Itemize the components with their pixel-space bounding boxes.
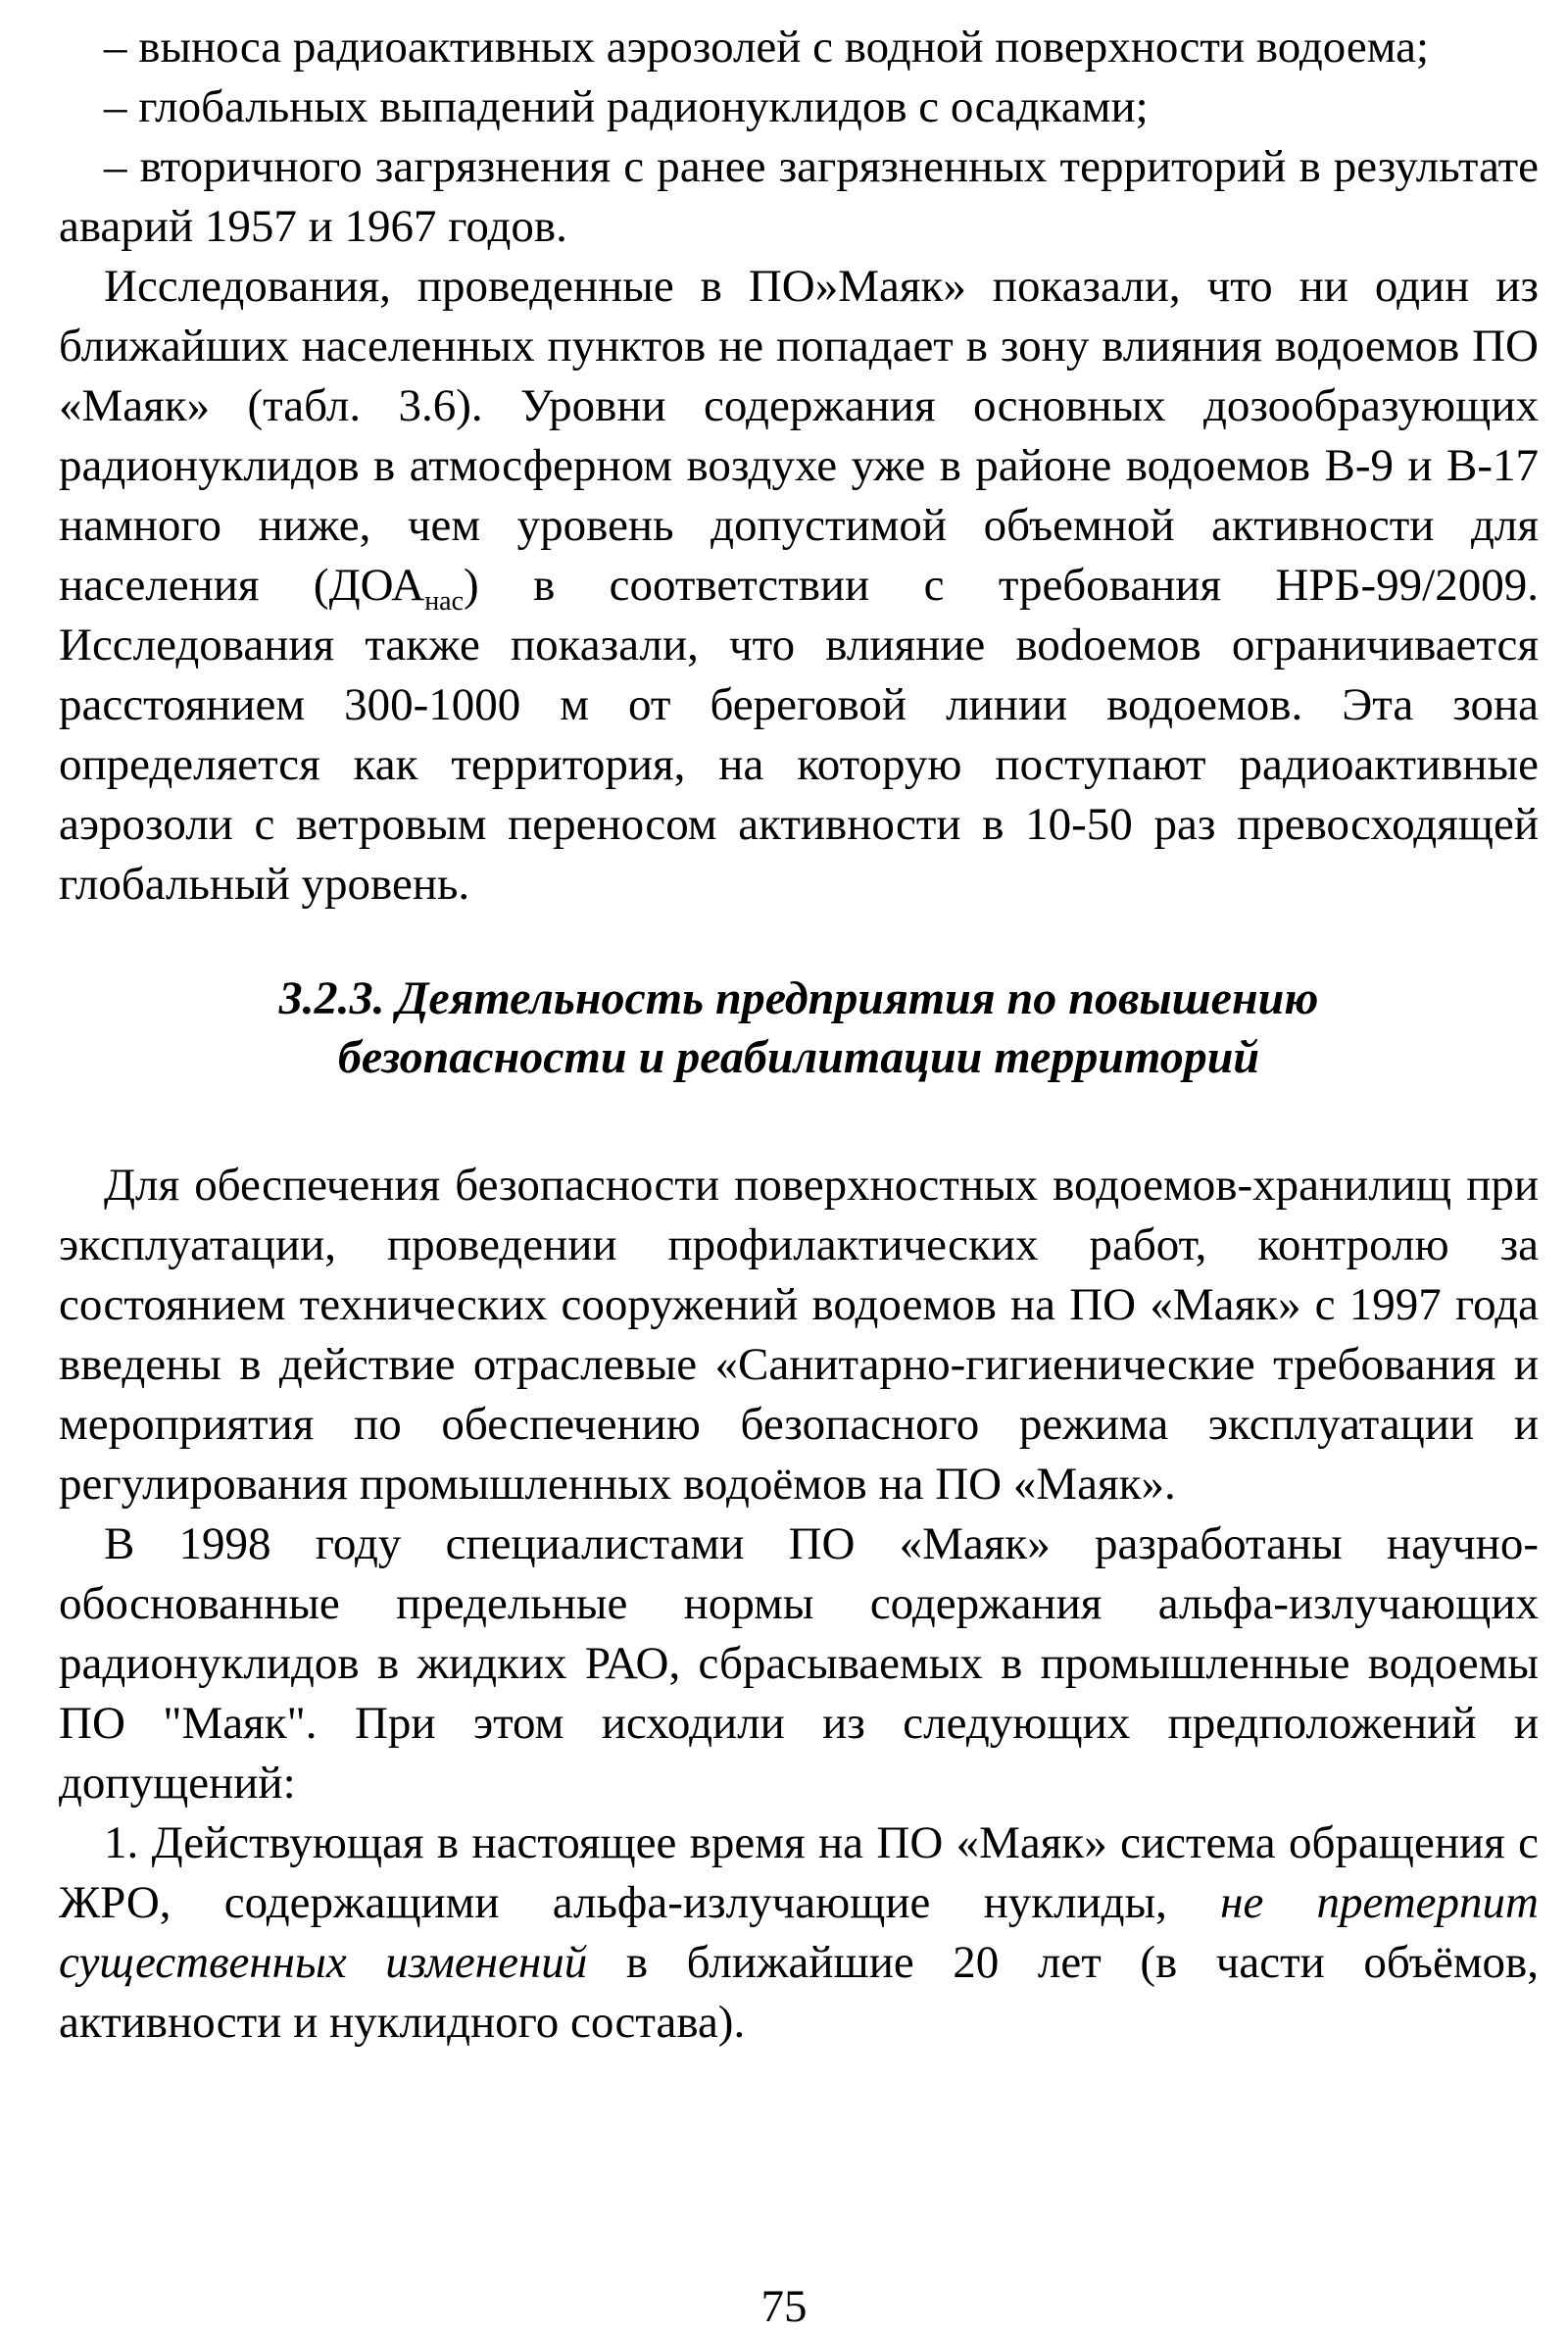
paragraph-research-findings — [59, 257, 1539, 915]
list-item-global-fallout: – глобальных выпадений радионуклидов с осадками; — [104, 81, 1149, 132]
paragraph-norms-1998: В 1998 году специалистами ПО «Маяк» разработаны научно-обоснованные предельные нормы содержания альфа-излучающих радионуклидов в жидких РАО, сбрасываемых в промышленные водоемы ПО "Маяк". При этом исходили из следующих предположений и допущений: — [59, 1518, 1539, 1809]
list-item-aerosols: – выноса радиоактивных аэрозолей с водной поверхности водоема; — [104, 22, 1430, 73]
page-body — [59, 18, 1539, 2053]
assumption-italic-phrase: не претерпит существенных изменений — [59, 1877, 1539, 1988]
list-item-secondary-contamination: – вторичного загрязнения с ранее загрязненных территорий в результате аварий 1957 и 1967 годов. — [59, 141, 1539, 252]
subscript-nas: нас — [424, 586, 465, 617]
paragraph-safety-requirements: Для обеспечения безопасности поверхностных водоемов-хранилищ при эксплуатации, проведении профилактических работ, контролю за состоянием технических сооружений водоемов на ПО «Маяк» с 1997 года введены в действие отраслевые «Санитарно-гигиенические требования и мероприятия по обеспечению безопасного режима эксплуатации и регулирования промышленных водоёмов на ПО «Маяк». — [59, 1160, 1539, 1510]
assumption-text-1: 1. Действующая в настоящее время на ПО «Маяк» система обращения с ЖРО, содержащими альфа-излучающие нуклиды, — [59, 1817, 1539, 1928]
section-heading-line-2: безопасности и реабилитации территорий — [337, 1031, 1260, 1083]
paragraph-research-text-1: Исследования, проведенные в ПО»Маяк» показали, что ни один из ближайших населенных пунктов не попадает в зону влияния водоемов ПО «Маяк» (табл. 3.6). Уровни содержания основных дозообразующих радионуклидов в атмосферном воздухе уже в районе водоемов В-9 и В-17 намного ниже, чем уровень допустимой объемной активности для населения (ДОА — [59, 261, 1539, 611]
section-heading-line-1: 3.2.3. Деятельность предприятия по повышению — [278, 972, 1319, 1024]
paragraph-research-text-2: ) в соответствии с требования НРБ-99/2009. Исследования также показали, что влияние воdоемов ограничивается расстоянием 300-1000 м от береговой линии водоемов. Эта зона определяется как территория, на которую поступают радиоактивные аэрозоли с ветровым переносом активности в 10-50 раз превосходящей глобальный уровень. — [59, 560, 1539, 910]
page-number: 75 — [760, 2281, 808, 2332]
section-heading — [59, 969, 1539, 1087]
paragraph-assumption-1 — [59, 1813, 1539, 2053]
assumption-text-2: в ближайшие 20 лет (в части объёмов, активности и нуклидного состава). — [59, 1937, 1539, 2048]
